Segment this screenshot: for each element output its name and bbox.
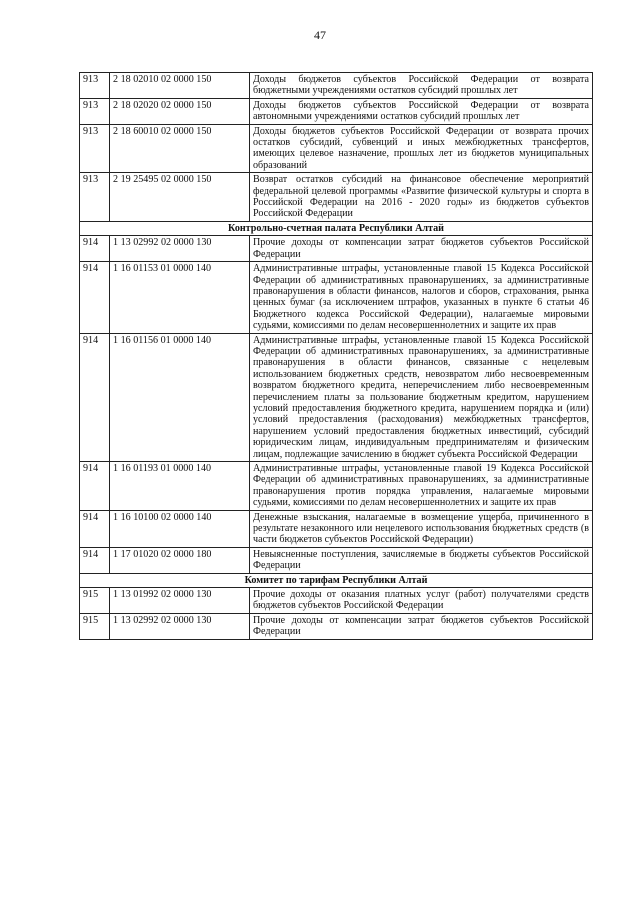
revenue-description-cell: Невыясненные поступления, зачисляемые в бюджеты субъектов Российской Федерации	[250, 547, 593, 573]
section-title: Комитет по тарифам Республики Алтай	[80, 573, 593, 587]
budget-classification-code-cell: 1 16 01153 01 0000 140	[110, 262, 250, 333]
budget-classification-code-cell: 2 18 02010 02 0000 150	[110, 73, 250, 99]
table-body	[80, 73, 593, 640]
table-row	[80, 333, 593, 461]
revenue-description-cell: Прочие доходы от компенсации затрат бюджетов субъектов Российской Федерации	[250, 236, 593, 262]
budget-classification-code-cell: 1 17 01020 02 0000 180	[110, 547, 250, 573]
budget-classification-code-cell: 1 13 02992 02 0000 130	[110, 613, 250, 639]
section-header-row	[80, 573, 593, 587]
budget-classification-code-cell: 2 18 02020 02 0000 150	[110, 98, 250, 124]
admin-code-cell: 914	[80, 462, 110, 511]
admin-code-cell: 915	[80, 588, 110, 614]
admin-code-cell: 915	[80, 613, 110, 639]
table-row	[80, 73, 593, 99]
page-number: 47	[314, 28, 326, 42]
budget-classification-code-cell: 2 19 25495 02 0000 150	[110, 173, 250, 222]
table-row	[80, 547, 593, 573]
revenue-description-cell: Возврат остатков субсидий на финансовое обеспечение мероприятий федеральной целевой программы «Развитие физической культуры и спорта в Российской Федерации на 2016 - 2020 годы» из бюджетов субъектов Российской Федерации	[250, 173, 593, 222]
table-row	[80, 613, 593, 639]
budget-classification-code-cell: 1 16 01156 01 0000 140	[110, 333, 250, 461]
revenue-description-cell: Доходы бюджетов субъектов Российской Федерации от возврата прочих остатков субсидий, субвенций и иных межбюджетных трансфертов, имеющих целевое назначение, прошлых лет из бюджетов муниципальных образований	[250, 124, 593, 173]
admin-code-cell: 914	[80, 333, 110, 461]
table-row	[80, 173, 593, 222]
revenue-description-cell: Прочие доходы от оказания платных услуг (работ) получателями средств бюджетов субъектов Российской Федерации	[250, 588, 593, 614]
section-title: Контрольно-счетная палата Республики Алтай	[80, 221, 593, 235]
section-header-row	[80, 221, 593, 235]
admin-code-cell: 913	[80, 73, 110, 99]
revenue-description-cell: Административные штрафы, установленные главой 19 Кодекса Российской Федерации об административных правонарушениях, за административные правонарушения против порядка управления, налагаемые мировыми судьями, комиссиями по делам несовершеннолетних и защите их прав	[250, 462, 593, 511]
budget-classification-code-cell: 1 13 01992 02 0000 130	[110, 588, 250, 614]
table-row	[80, 510, 593, 547]
revenue-description-cell: Доходы бюджетов субъектов Российской Федерации от возврата бюджетными учреждениями остатков субсидий прошлых лет	[250, 73, 593, 99]
table-row	[80, 462, 593, 511]
table-row	[80, 98, 593, 124]
table-row	[80, 262, 593, 333]
revenue-description-cell: Доходы бюджетов субъектов Российской Федерации от возврата автономными учреждениями остатков субсидий прошлых лет	[250, 98, 593, 124]
revenue-codes-table	[79, 72, 593, 640]
budget-classification-code-cell: 1 16 01193 01 0000 140	[110, 462, 250, 511]
budget-classification-code-cell: 1 16 10100 02 0000 140	[110, 510, 250, 547]
revenue-description-cell: Административные штрафы, установленные главой 15 Кодекса Российской Федерации об административных правонарушениях, за административные правонарушения в области финансов, налогов и сборов, страхования, рынка ценных бумаг (за исключением штрафов, указанных в пункте 6 статьи 46 Бюджетного кодекса Российской Федерации), налагаемые мировыми судьями, комиссиями по делам несовершеннолетних и защите их прав	[250, 262, 593, 333]
admin-code-cell: 913	[80, 173, 110, 222]
admin-code-cell: 914	[80, 547, 110, 573]
table-row	[80, 236, 593, 262]
revenue-description-cell: Прочие доходы от компенсации затрат бюджетов субъектов Российской Федерации	[250, 613, 593, 639]
table-row	[80, 124, 593, 173]
admin-code-cell: 913	[80, 124, 110, 173]
admin-code-cell: 914	[80, 262, 110, 333]
admin-code-cell: 914	[80, 236, 110, 262]
admin-code-cell: 914	[80, 510, 110, 547]
budget-classification-code-cell: 2 18 60010 02 0000 150	[110, 124, 250, 173]
revenue-description-cell: Денежные взыскания, налагаемые в возмещение ущерба, причиненного в результате незаконного или нецелевого использования бюджетных средств (в части бюджетов субъектов Российской Федерации)	[250, 510, 593, 547]
budget-classification-code-cell: 1 13 02992 02 0000 130	[110, 236, 250, 262]
admin-code-cell: 913	[80, 98, 110, 124]
table-row	[80, 588, 593, 614]
revenue-description-cell: Административные штрафы, установленные главой 15 Кодекса Российской Федерации об административных правонарушениях, за административные правонарушения в области финансов, связанные с нецелевым использованием бюджетных средств, невозвратом либо несвоевременным возвратом бюджетного кредита, неперечислением либо несвоевременным перечислением платы за пользование бюджетным кредитом, нарушением условий предоставления бюджетного кредита, нарушением порядка и (или) условий предоставления (расходования) межбюджетных трансфертов, нарушением условий предоставления бюджетных инвестиций, субсидий юридическим лицам, индивидуальным предпринимателям и физическим лицам, подлежащие зачислению в бюджет субъекта Российской Федерации	[250, 333, 593, 461]
